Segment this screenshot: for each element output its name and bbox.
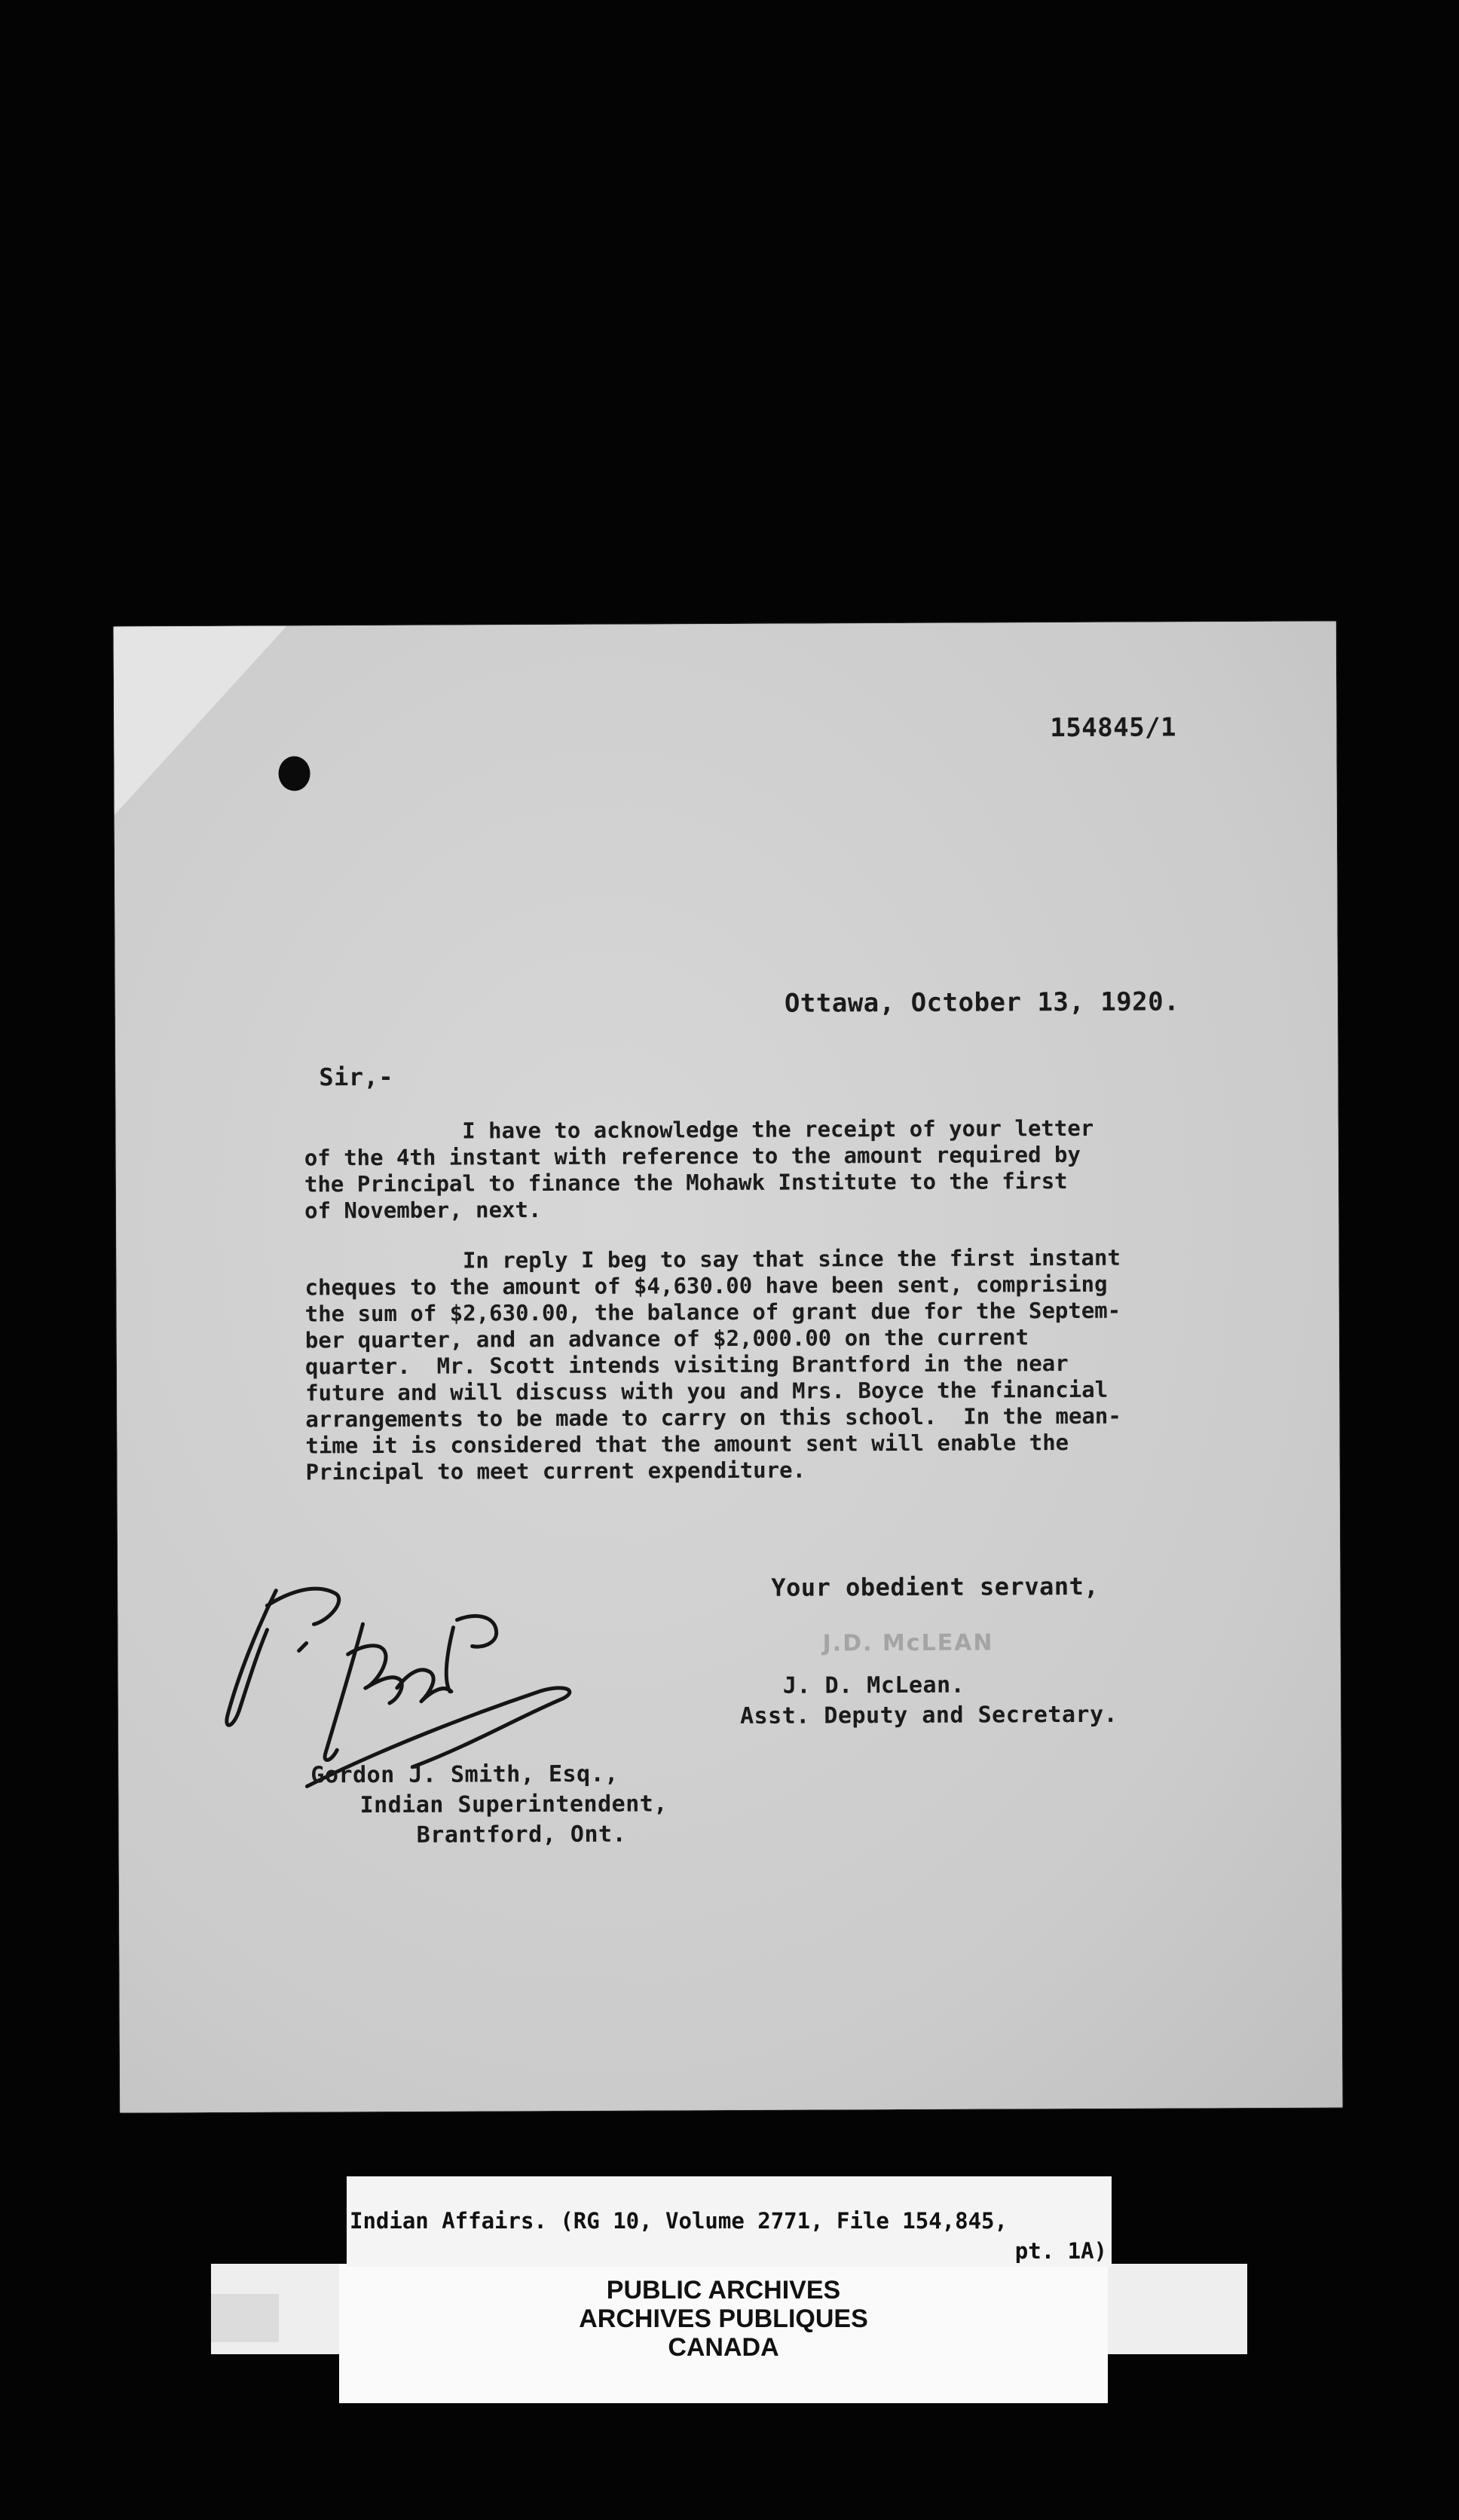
- folded-corner: [114, 626, 288, 815]
- addressee-name: Gordon J. Smith, Esq.,: [310, 1760, 619, 1789]
- archive-name-fr: ARCHIVES PUBLIQUES: [579, 2304, 868, 2333]
- body-paragraph-2: In reply I beg to say that since the first instant cheques to the amount of $4,630.00 have been sent, comprising the sum of $2,630.00, the balance of grant due for the Septem- ber quarter, and an advance of $2,000.00 on the current quarter. Mr. Scott intends visiting Brantford in the near future and will discuss with you and Mrs. Boyce the financial arrangements to be made to carry on this school. In the mean- time it is considered that the amount sent will enable the Principal to meet current expenditure.: [304, 1244, 1121, 1485]
- signature-stamp: J.D. McLEAN: [822, 1629, 994, 1657]
- reference-line-1: Indian Affairs. (RG 10, Volume 2771, File 154,845,: [350, 2208, 1008, 2234]
- archive-reference-label: [347, 2176, 1112, 2267]
- addressee-place: Brantford, Ont.: [416, 1821, 627, 1849]
- closing: Your obedient servant,: [771, 1571, 1100, 1602]
- signer-name: J. D. McLean.: [782, 1671, 965, 1699]
- date-line: Ottawa, October 13, 1920.: [784, 986, 1180, 1019]
- body-paragraph-1: I have to acknowledge the receipt of your letter of the 4th instant with reference to the amount required by the Principal to finance the Mohawk Institute to the first of November, next.: [304, 1115, 1094, 1224]
- salutation: Sir,-: [319, 1062, 394, 1092]
- archive-country: CANADA: [668, 2333, 779, 2362]
- addressee-title: Indian Superintendent,: [359, 1791, 668, 1819]
- signer-title: Asst. Deputy and Secretary.: [739, 1701, 1118, 1729]
- letter-page: [114, 621, 1343, 2112]
- archive-name-en: PUBLIC ARCHIVES: [606, 2276, 841, 2304]
- label-shadow: [211, 2294, 279, 2342]
- file-number: 154845/1: [1050, 712, 1177, 744]
- punch-hole: [278, 756, 310, 791]
- reference-line-2: pt. 1A): [1014, 2238, 1107, 2264]
- archive-stamp: [339, 2264, 1108, 2403]
